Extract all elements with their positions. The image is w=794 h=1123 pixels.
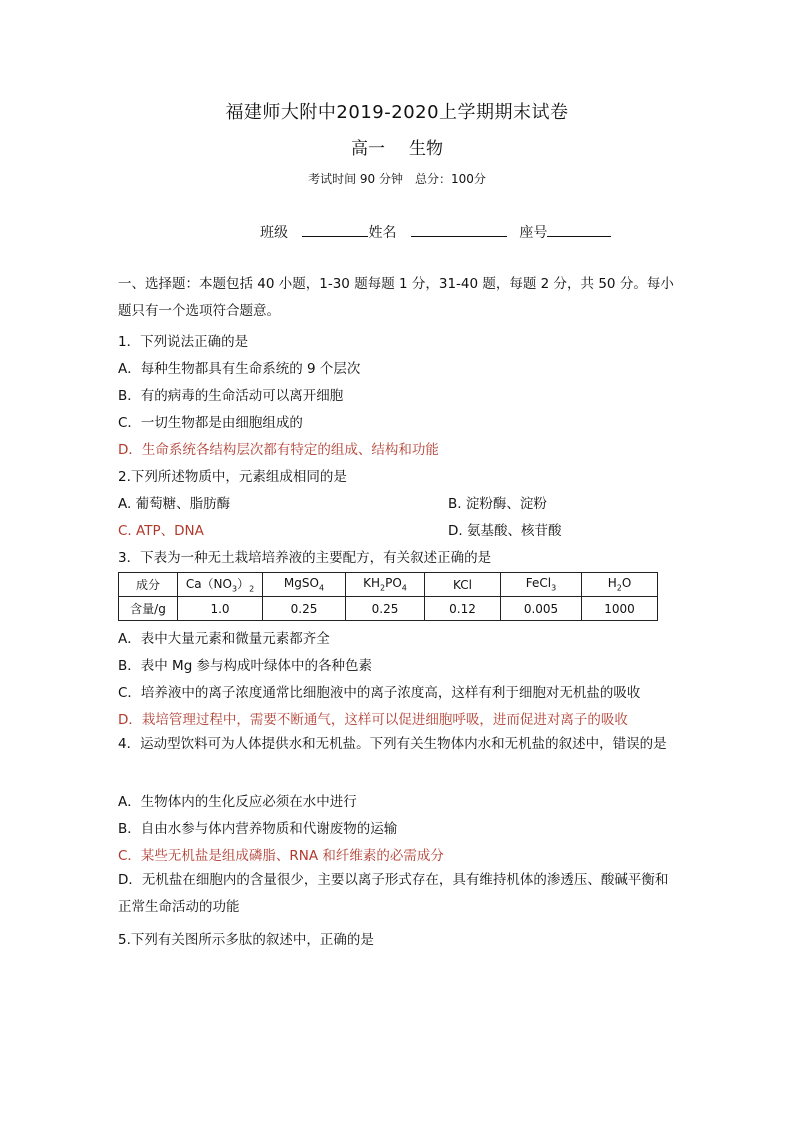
section-intro: 一、选择题：本题包括 40 小题，1-30 题每题 1 分，31-40 题，每题 2 分，共 50 分。每小题只有一个选项符合题意。 [118, 276, 674, 319]
exam-score: 总分：100分 [415, 172, 486, 186]
table-row [119, 597, 658, 621]
q3-option-a: A．表中大量元素和微量元素都齐全 [118, 631, 330, 647]
name-label: 姓名 [368, 225, 397, 241]
nutrient-table [118, 572, 658, 621]
q2-stem: 2.下列所述物质中，元素组成相同的是 [118, 469, 347, 485]
table-row [119, 573, 658, 597]
q1-stem: 1．下列说法正确的是 [118, 334, 249, 350]
q4-option-c: C．某些无机盐是组成磷脂、RNA 和纤维素的必需成分 [118, 848, 444, 864]
q4-stem: 4．运动型饮料可为人体提供水和无机盐。下列有关生物体内水和无机盐的叙述中，错误的是 [118, 736, 667, 752]
q4-option-a: A．生物体内的生化反应必须在水中进行 [118, 794, 357, 810]
exam-time: 考试时间 90 分钟 [308, 172, 403, 186]
table-cell: 含量/g [119, 597, 178, 621]
q2-option-a: A. 葡萄糖、脂肪酶 [118, 496, 231, 512]
q1-option-a: A．每种生物都具有生命系统的 9 个层次 [118, 361, 361, 377]
seat-blank[interactable] [547, 222, 611, 237]
table-header-cell: MgSO$_4$ [263, 573, 346, 597]
table-cell: 1.0 [178, 597, 263, 621]
name-blank[interactable] [411, 222, 507, 237]
table-header-cell: FeCl$_3$ [501, 573, 582, 597]
q2-option-c: C. ATP、DNA [118, 523, 204, 539]
table-cell: 0.12 [425, 597, 501, 621]
q3-option-b: B．表中 Mg 参与构成叶绿体中的各种色素 [118, 658, 373, 674]
q4-option-d: D．无机盐在细胞内的含量很少，主要以离子形式存在，具有维持机体的渗透压、酸碱平衡和正常生命活动的功能 [118, 872, 669, 915]
q3-option-c: C．培养液中的离子浓度通常比细胞液中的离子浓度高，这样有利于细胞对无机盐的吸收 [118, 685, 641, 701]
subject-label: 生物 [409, 139, 443, 159]
table-header-cell: $H_2O$ [582, 573, 658, 597]
class-blank[interactable] [302, 222, 368, 237]
class-label: 班级 [260, 225, 288, 241]
q2-option-b: B. 淀粉酶、淀粉 [448, 496, 547, 512]
exam-subtitle [0, 134, 794, 159]
q5-stem: 5.下列有关图所示多肽的叙述中，正确的是 [118, 932, 374, 948]
seat-label: 座号 [519, 225, 548, 241]
table-header-cell: KCl [425, 573, 501, 597]
table-cell: 0.25 [346, 597, 425, 621]
q1-option-c: C．一切生物都是由细胞组成的 [118, 415, 303, 431]
q3-stem: 3．下表为一种无土栽培培养液的主要配方，有关叙述正确的是 [118, 550, 492, 566]
table-header-cell: $Ca(NO_3)_2$ [178, 573, 263, 597]
table-cell: 0.25 [263, 597, 346, 621]
table-cell: 1000 [582, 597, 658, 621]
table-header-cell: $KH_2PO_4$ [346, 573, 425, 597]
grade-label: 高一 [351, 139, 385, 159]
exam-title: 福建师大附中2019-2020上学期期末试卷 [225, 102, 569, 123]
table-cell: 0.005 [501, 597, 582, 621]
table-header-cell: 成分 [119, 573, 178, 597]
q2-option-d: D. 氨基酸、核苷酸 [448, 523, 562, 539]
student-info-fields [260, 222, 611, 242]
exam-meta [0, 170, 794, 187]
q1-option-b: B．有的病毒的生命活动可以离开细胞 [118, 388, 344, 404]
q4-option-b: B．自由水参与体内营养物质和代谢废物的运输 [118, 821, 398, 837]
q1-option-d: D．生命系统各结构层次都有特定的组成、结构和功能 [118, 442, 439, 458]
q3-option-d: D．栽培管理过程中，需要不断通气，这样可以促进细胞呼吸，进而促进对离子的吸收 [118, 712, 628, 728]
